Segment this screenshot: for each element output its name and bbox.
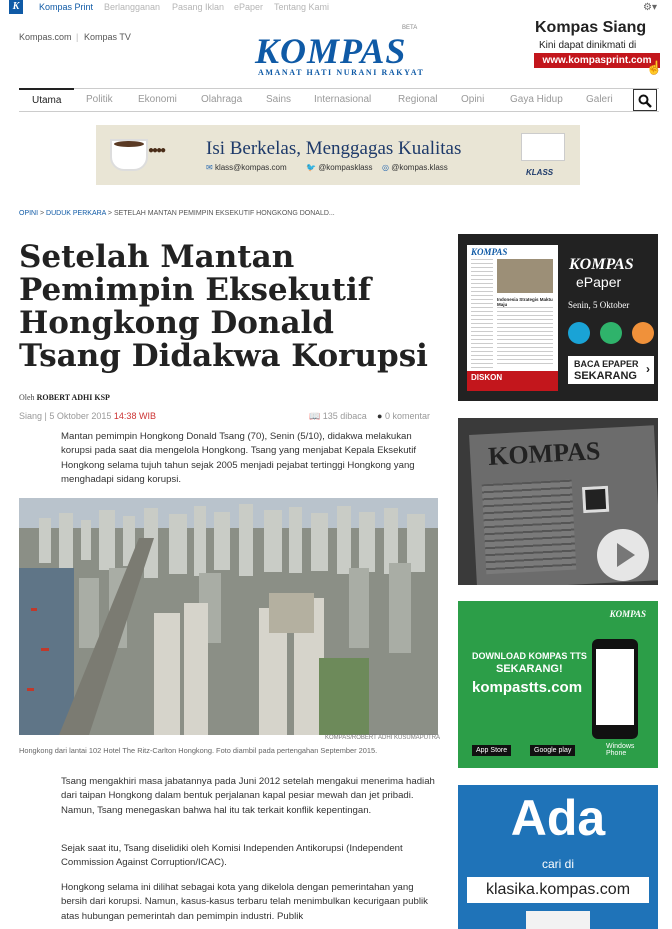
klasika-url[interactable]: klasika.kompas.com xyxy=(467,877,649,903)
topbar-link-pasang-iklan[interactable]: Pasang Iklan xyxy=(172,2,225,12)
link-kompas-tv[interactable]: Kompas TV xyxy=(84,32,131,42)
article-photo[interactable] xyxy=(19,498,438,735)
windows-phone-badge[interactable]: Windows Phone xyxy=(606,743,635,757)
phone-image xyxy=(592,639,638,739)
byline: Oleh ROBERT ADHI KSP xyxy=(19,393,110,402)
coffee-surface xyxy=(114,141,144,147)
epaper-newspaper-preview xyxy=(467,245,558,391)
comment-icon: ● xyxy=(377,411,383,421)
tagline: AMANAT HATI NURANI RAKYAT xyxy=(258,68,425,77)
qr-code-icon xyxy=(582,486,609,513)
search-button[interactable] xyxy=(633,89,657,111)
tts-ad[interactable] xyxy=(458,601,658,768)
tts-line2: SEKARANG! xyxy=(496,663,563,675)
google-play-badge[interactable]: Google play xyxy=(530,745,575,756)
paper-photo xyxy=(497,259,553,293)
nav-item-gaya-hidup[interactable]: Gaya Hidup xyxy=(510,94,563,105)
klasika-paper-image xyxy=(526,911,590,929)
epaper-brand: KOMPAS xyxy=(569,256,634,273)
nav-item-regional[interactable]: Regional xyxy=(398,94,438,105)
banner-instagram: ◎ @kompas.klass xyxy=(382,163,448,172)
epaper-date: Senin, 5 Oktober xyxy=(568,300,630,310)
paper-headline: Indonesia Strategis Maktu Maju xyxy=(497,297,553,307)
kompas-logo[interactable]: KOMPAS xyxy=(255,31,407,71)
author-link[interactable]: ROBERT ADHI KSP xyxy=(36,393,110,402)
coffee-beans-image: ●●●● xyxy=(148,145,165,156)
breadcrumb: OPINI > DUDUK PERKARA > SETELAH MANTAN PEMIMPIN EKSEKUTIF HONGKONG DONALD... xyxy=(19,210,335,217)
edition-date: Siang | 5 Oktober 2015 xyxy=(19,411,112,421)
promo-title: Kompas Siang xyxy=(535,19,647,36)
article-paragraph-4: Hongkong selama ini dilihat sebagai kota yang dikelola dengan pemerintahan yang bersih dari korupsi. Namun, kasus-kasus terbaru telah menimbulkan kecurigaan publik atas hubungan pemerintah dan pemimpin industri. Publik xyxy=(61,882,428,922)
video-ad[interactable] xyxy=(458,418,658,585)
topbar-link-berlangganan[interactable]: Berlangganan xyxy=(104,2,161,12)
article-meta xyxy=(19,411,439,421)
klasika-big-text: Ada xyxy=(510,790,606,846)
read-epaper-button[interactable]: BACA EPAPER SEKARANG › xyxy=(568,356,654,384)
banner-email: ✉ klass@kompas.com xyxy=(206,163,287,172)
photo-credit: KOMPAS/ROBERT ADHI KUSUMAPUTRA xyxy=(325,735,441,741)
play-icon xyxy=(617,543,635,567)
video-icon xyxy=(600,322,622,344)
article-paragraph-2: Tsang mengakhiri masa jabatannya pada Juni 2012 setelah mengakui menerima hadiah dari taipan Hongkong dalam bentuk perjalanan kapal pesiar mewah dan jet pribadi. Namun, Tsang menegaskan bahwa hal itu tak terkait konflik kepentingan. xyxy=(61,776,435,816)
nav-item-internasional[interactable]: Internasional xyxy=(314,94,372,105)
chat-icon xyxy=(632,322,654,344)
nav-item-opini[interactable]: Opini xyxy=(461,94,485,105)
main-nav xyxy=(19,88,659,112)
nav-item-olahraga[interactable]: Olahraga xyxy=(201,94,243,105)
tts-line1: DOWNLOAD KOMPAS TTS xyxy=(472,651,587,661)
article-title: Setelah Mantan Pemimpin Eksekutif Hongkong Donald Tsang Didakwa Korupsi xyxy=(19,239,428,374)
gear-icon[interactable]: ⚙▾ xyxy=(643,2,657,13)
paper-column xyxy=(482,480,577,575)
article-paragraph-lead: Mantan pemimpin Hongkong Donald Tsang (70), Senin (5/10), didakwa melakukan korupsi pada saat dia mengelola Hongkong. Tsang yang menjabat Kepala Eksekutif Hongkong selama tujuh tahun sejak 2005 menjadi pejabat tertinggi Hongkong yang menghadapi sidang korupsi. xyxy=(61,431,417,486)
paper-logo: KOMPAS xyxy=(471,247,508,257)
banner-title: Isi Berkelas, Menggagas Kualitas xyxy=(206,138,462,159)
kompas-k-logo[interactable]: K xyxy=(9,0,23,14)
publish-time: 14:38 WIB xyxy=(113,411,156,421)
paper-column xyxy=(497,307,553,367)
tts-url: kompastts.com xyxy=(472,679,583,696)
beta-label: BETA xyxy=(402,25,418,31)
divider: | xyxy=(76,32,79,42)
newspaper-thumbnail xyxy=(521,133,565,161)
breadcrumb-current: SETELAH MANTAN PEMIMPIN EKSEKUTIF HONGKONG DONALD... xyxy=(113,210,335,217)
topbar-link-tentang-kami[interactable]: Tentang Kami xyxy=(274,2,330,12)
klass-banner-ad[interactable] xyxy=(96,125,580,185)
breadcrumb-duduk-perkara[interactable]: DUDUK PERKARA xyxy=(46,210,106,217)
phone-screen xyxy=(596,649,634,725)
banner-twitter: 🐦 @kompasklass xyxy=(306,163,373,172)
klasika-sub-text: cari di xyxy=(541,857,574,871)
photo-caption: Hongkong dari lantai 102 Hotel The Ritz-Carlton Hongkong. Foto diambil pada pertengahan September 2015. xyxy=(19,746,378,755)
klass-logo: KLASS xyxy=(526,168,554,177)
video-paper-logo: KOMPAS xyxy=(487,436,602,471)
hongkong-skyline-image xyxy=(19,498,438,735)
hand-pointer-icon: ☝ xyxy=(646,60,663,75)
epaper-product: ePaper xyxy=(576,274,622,290)
article-paragraph-3: Sejak saat itu, Tsang diselidiki oleh Komisi Independen Antikorupsi (Independent Commission Against Corruption/ICAC). xyxy=(61,843,403,869)
tts-brand: KOMPAS xyxy=(609,609,646,619)
nav-item-galeri[interactable]: Galeri xyxy=(586,94,613,105)
search-icon xyxy=(638,94,652,108)
paper-column xyxy=(471,259,493,369)
nav-item-ekonomi[interactable]: Ekonomi xyxy=(138,94,177,105)
klasika-ad[interactable] xyxy=(458,785,658,929)
read-count: 📖 135 dibaca xyxy=(309,411,367,421)
paper-diskon-ad: DISKON xyxy=(467,371,558,391)
top-bar xyxy=(0,0,672,16)
epaper-ad[interactable] xyxy=(458,234,658,401)
link-kompas-com[interactable]: Kompas.com xyxy=(19,32,72,42)
comment-count[interactable]: ● 0 komentar xyxy=(377,411,430,421)
nav-item-politik[interactable]: Politik xyxy=(86,94,113,105)
promo-link-button[interactable]: www.kompasprint.com xyxy=(534,53,660,68)
mail-icon: ✉ xyxy=(206,163,215,172)
play-button[interactable] xyxy=(597,529,649,581)
nav-item-utama[interactable]: Utama xyxy=(19,88,74,110)
book-icon: 📖 xyxy=(309,411,321,421)
nav-item-sains[interactable]: Sains xyxy=(266,94,292,105)
app-store-badge[interactable]: App Store xyxy=(472,745,511,756)
globe-icon xyxy=(568,322,590,344)
promo-subtitle: Kini dapat dinikmati di xyxy=(539,40,637,51)
instagram-icon: ◎ xyxy=(382,163,392,172)
twitter-icon: 🐦 xyxy=(306,163,319,172)
chevron-right-icon: › xyxy=(646,362,650,376)
topbar-link-kompas-print[interactable]: Kompas Print xyxy=(39,2,94,12)
breadcrumb-opini[interactable]: OPINI xyxy=(19,210,39,217)
topbar-link-epaper[interactable]: ePaper xyxy=(234,2,264,12)
